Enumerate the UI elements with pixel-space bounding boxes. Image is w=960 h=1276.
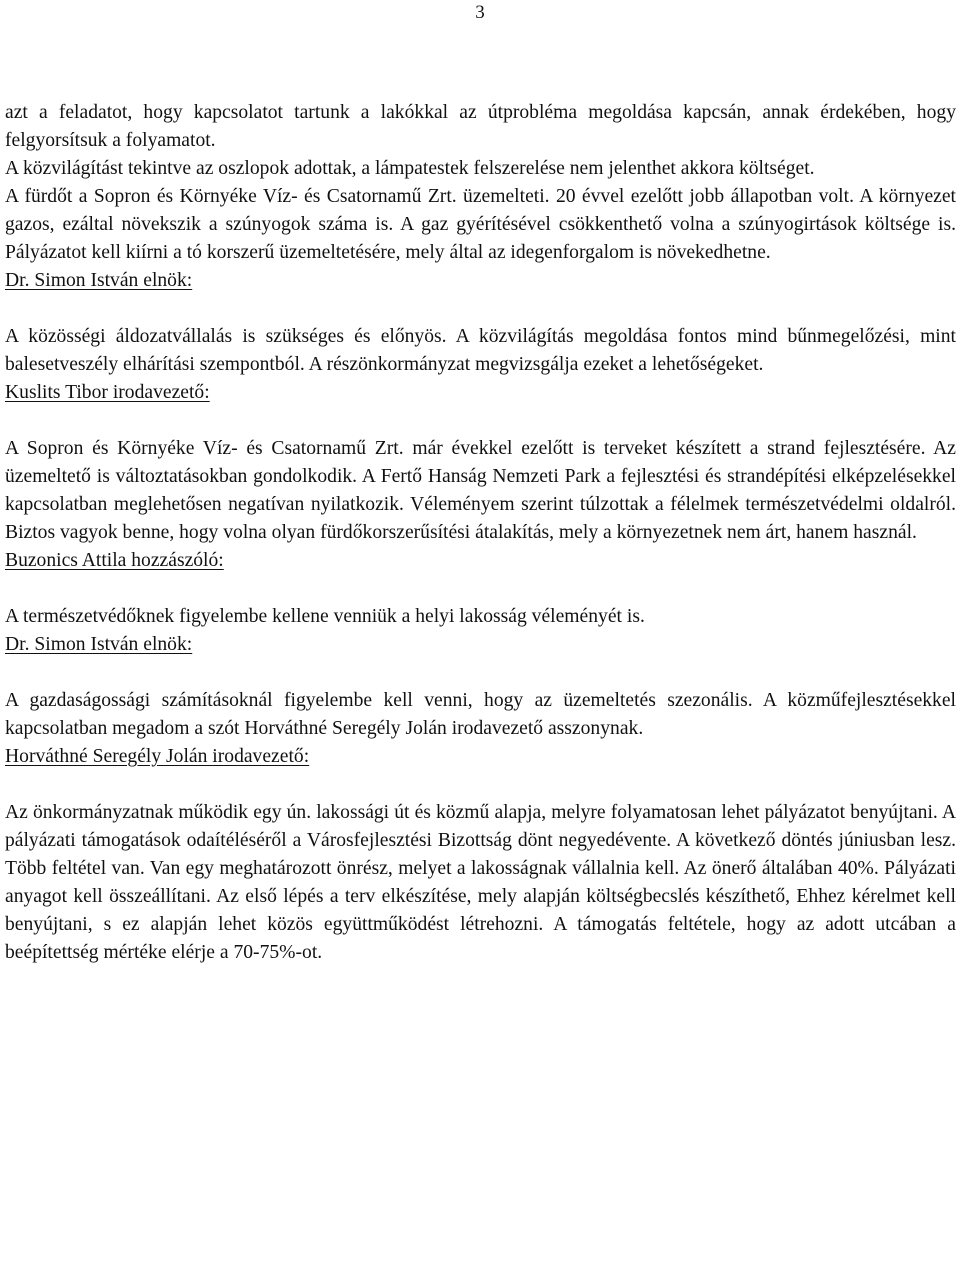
page-number: 3 (475, 2, 485, 23)
paragraph: A Sopron és Környéke Víz- és Csatornamű Zrt. már évekkel ezelőtt is terveket készített a strand fejlesztésére. Az üzemeltető is változtatásokban gondolkodik. A Fertő Hanság Nemzeti Park a fejlesztési és strandépítési elképzelésekkel kapcsolatban meglehetősen negatívan nyilatkozik. Véleményem szerint túlzottak a félelmek természetvédelmi oldalról. Biztos vagyok benne, hogy volna olyan fürdőkorszerűsítési átalakítás, mely a környezetnek nem árt, hanem használ. (5, 438, 956, 543)
document-body (5, 99, 956, 967)
paragraph: A gazdaságossági számításoknál figyelembe kell venni, hogy az üzemeltetés szezonális. A közműfejlesztésekkel kapcsolatban megadom a szót Horváthné Seregély Jolán irodavezető asszonynak. (5, 690, 956, 739)
speaker-heading: Dr. Simon István elnök: (5, 270, 193, 291)
speaker-heading: Horváthné Seregély Jolán irodavezető: (5, 746, 310, 767)
speaker-heading: Dr. Simon István elnök: (5, 634, 193, 655)
paragraph: A közösségi áldozatvállalás is szükséges és előnyös. A közvilágítás megoldása fontos mind bűnmegelőzési, mint balesetveszély elhárítási szempontból. A részönkormányzat megvizsgálja ezeket a lehetőségeket. (5, 326, 956, 375)
paragraph: azt a feladatot, hogy kapcsolatot tartunk a lakókkal az útprobléma megoldása kapcsán, annak érdekében, hogy felgyorsítsuk a folyamatot. (5, 102, 956, 151)
paragraph: A fürdőt a Sopron és Környéke Víz- és Csatornamű Zrt. üzemelteti. 20 évvel ezelőtt jobb állapotban volt. A környezet gazos, ezáltal növekszik a szúnyogok száma is. A gaz gyérítésével csökkenthető volna a szúnyogirtások költsége is. Pályázatot kell kiírni a tó korszerű üzemeltetésére, mely által az idegenforgalom is növekedhetne. (5, 186, 956, 263)
paragraph: Az önkormányzatnak működik egy ún. lakossági út és közmű alapja, melyre folyamatosan lehet pályázatot benyújtani. A pályázati támogatások odaítéléséről a Városfejlesztési Bizottság dönt negyedévente. A következő döntés júniusban lesz. Több feltétel van. Van egy meghatározott önrész, melyet a lakosságnak vállalnia kell. Az önerő általában 40%. Pályázati anyagot kell összeállítani. Az első lépés a terv elkészítése, mely alapján költségbecslés készíthető, Ehhez kérelmet kell benyújtani, s ez alapján lehet közös együttműködést létrehozni. A támogatás feltétele, hogy az adott utcában a beépítettség mértéke elérje a 70-75%-ot. (5, 802, 956, 963)
speaker-heading: Buzonics Attila hozzászóló: (5, 550, 224, 571)
paragraph: A közvilágítást tekintve az oszlopok adottak, a lámpatestek felszerelése nem jelenthet akkora költséget. (5, 158, 815, 179)
paragraph: A természetvédőknek figyelembe kellene venniük a helyi lakosság véleményét is. (5, 606, 645, 627)
speaker-heading: Kuslits Tibor irodavezető: (5, 382, 210, 403)
